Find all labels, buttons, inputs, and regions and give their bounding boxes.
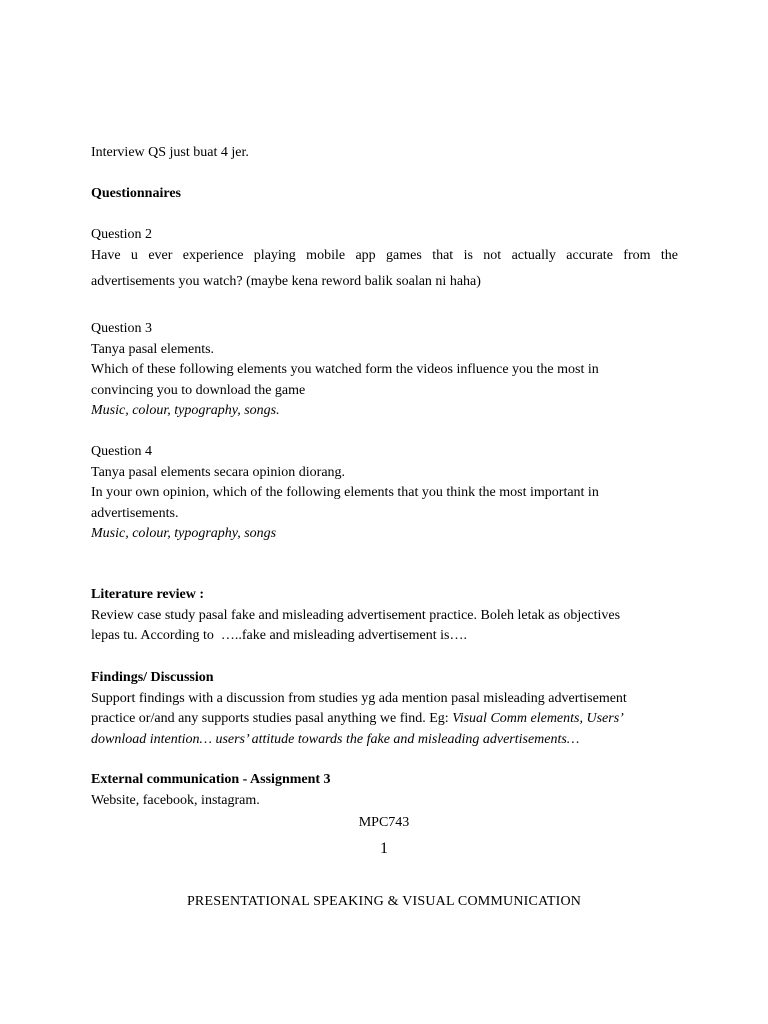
question-4-line-3: advertisements. xyxy=(91,505,179,521)
findings-heading: Findings/ Discussion xyxy=(91,670,214,685)
questionnaires-heading-block xyxy=(91,184,678,205)
question-3-line-2: Which of these following elements you watched form the videos influence you the most in xyxy=(91,362,599,377)
footer-title: PRESENTATIONAL SPEAKING & VISUAL COMMUNICATION xyxy=(186,894,582,909)
literature-review-line-1: Review case study pasal fake and misleading advertisement practice. Boleh letak as objectives xyxy=(91,607,621,623)
external-communication-line-1: Website, facebook, instagram. xyxy=(91,792,260,808)
literature-review-block xyxy=(91,585,678,647)
question-3-line-1: Tanya pasal elements. xyxy=(91,341,215,357)
page-number: 1 xyxy=(380,840,388,857)
findings-line-2-plain: practice or/and any supports studies pasal anything we find. Eg: xyxy=(91,711,453,726)
external-communication-heading: External communication - Assignment 3 xyxy=(91,772,331,787)
intro-line: Interview QS just buat 4 jer. xyxy=(91,145,249,160)
questionnaires-heading: Questionnaires xyxy=(91,186,181,201)
course-code: MPC743 xyxy=(358,815,410,830)
question-4-options: Music, colour, typography, songs xyxy=(91,526,277,541)
question-2-block xyxy=(91,225,678,293)
findings-line-2 xyxy=(91,709,678,730)
question-4-line-2: In your own opinion, which of the following elements that you think the most important in xyxy=(91,485,599,500)
question-2-line-2: advertisements you watch? (maybe kena reword balik soalan ni haha) xyxy=(91,274,481,289)
question-3-options: Music, colour, typography, songs. xyxy=(91,403,280,418)
question-4-label: Question 4 xyxy=(91,444,153,459)
findings-line-1: Support findings with a discussion from studies yg ada mention pasal misleading advertisement xyxy=(91,690,627,706)
question-3-label: Question 3 xyxy=(91,321,153,336)
question-4-block xyxy=(91,442,678,545)
external-communication-block xyxy=(91,770,678,811)
question-4-line-1: Tanya pasal elements secara opinion diorang. xyxy=(91,464,346,480)
findings-block xyxy=(91,668,678,750)
question-2-label: Question 2 xyxy=(91,227,153,242)
question-3-line-3: convincing you to download the game xyxy=(91,382,306,398)
question-3-block xyxy=(91,319,678,422)
findings-line-3: download intention… users’ attitude towards the fake and misleading advertisements… xyxy=(91,731,580,747)
literature-review-heading: Literature review : xyxy=(91,587,204,602)
question-2-line-1: Have u ever experience playing mobile app games that is not actually accurate from the xyxy=(91,247,678,263)
literature-review-line-2: lepas tu. According to …..fake and misleading advertisement is…. xyxy=(91,628,467,643)
intro-text xyxy=(91,143,678,164)
findings-line-2-italic: Visual Comm elements, Users’ xyxy=(452,711,624,726)
